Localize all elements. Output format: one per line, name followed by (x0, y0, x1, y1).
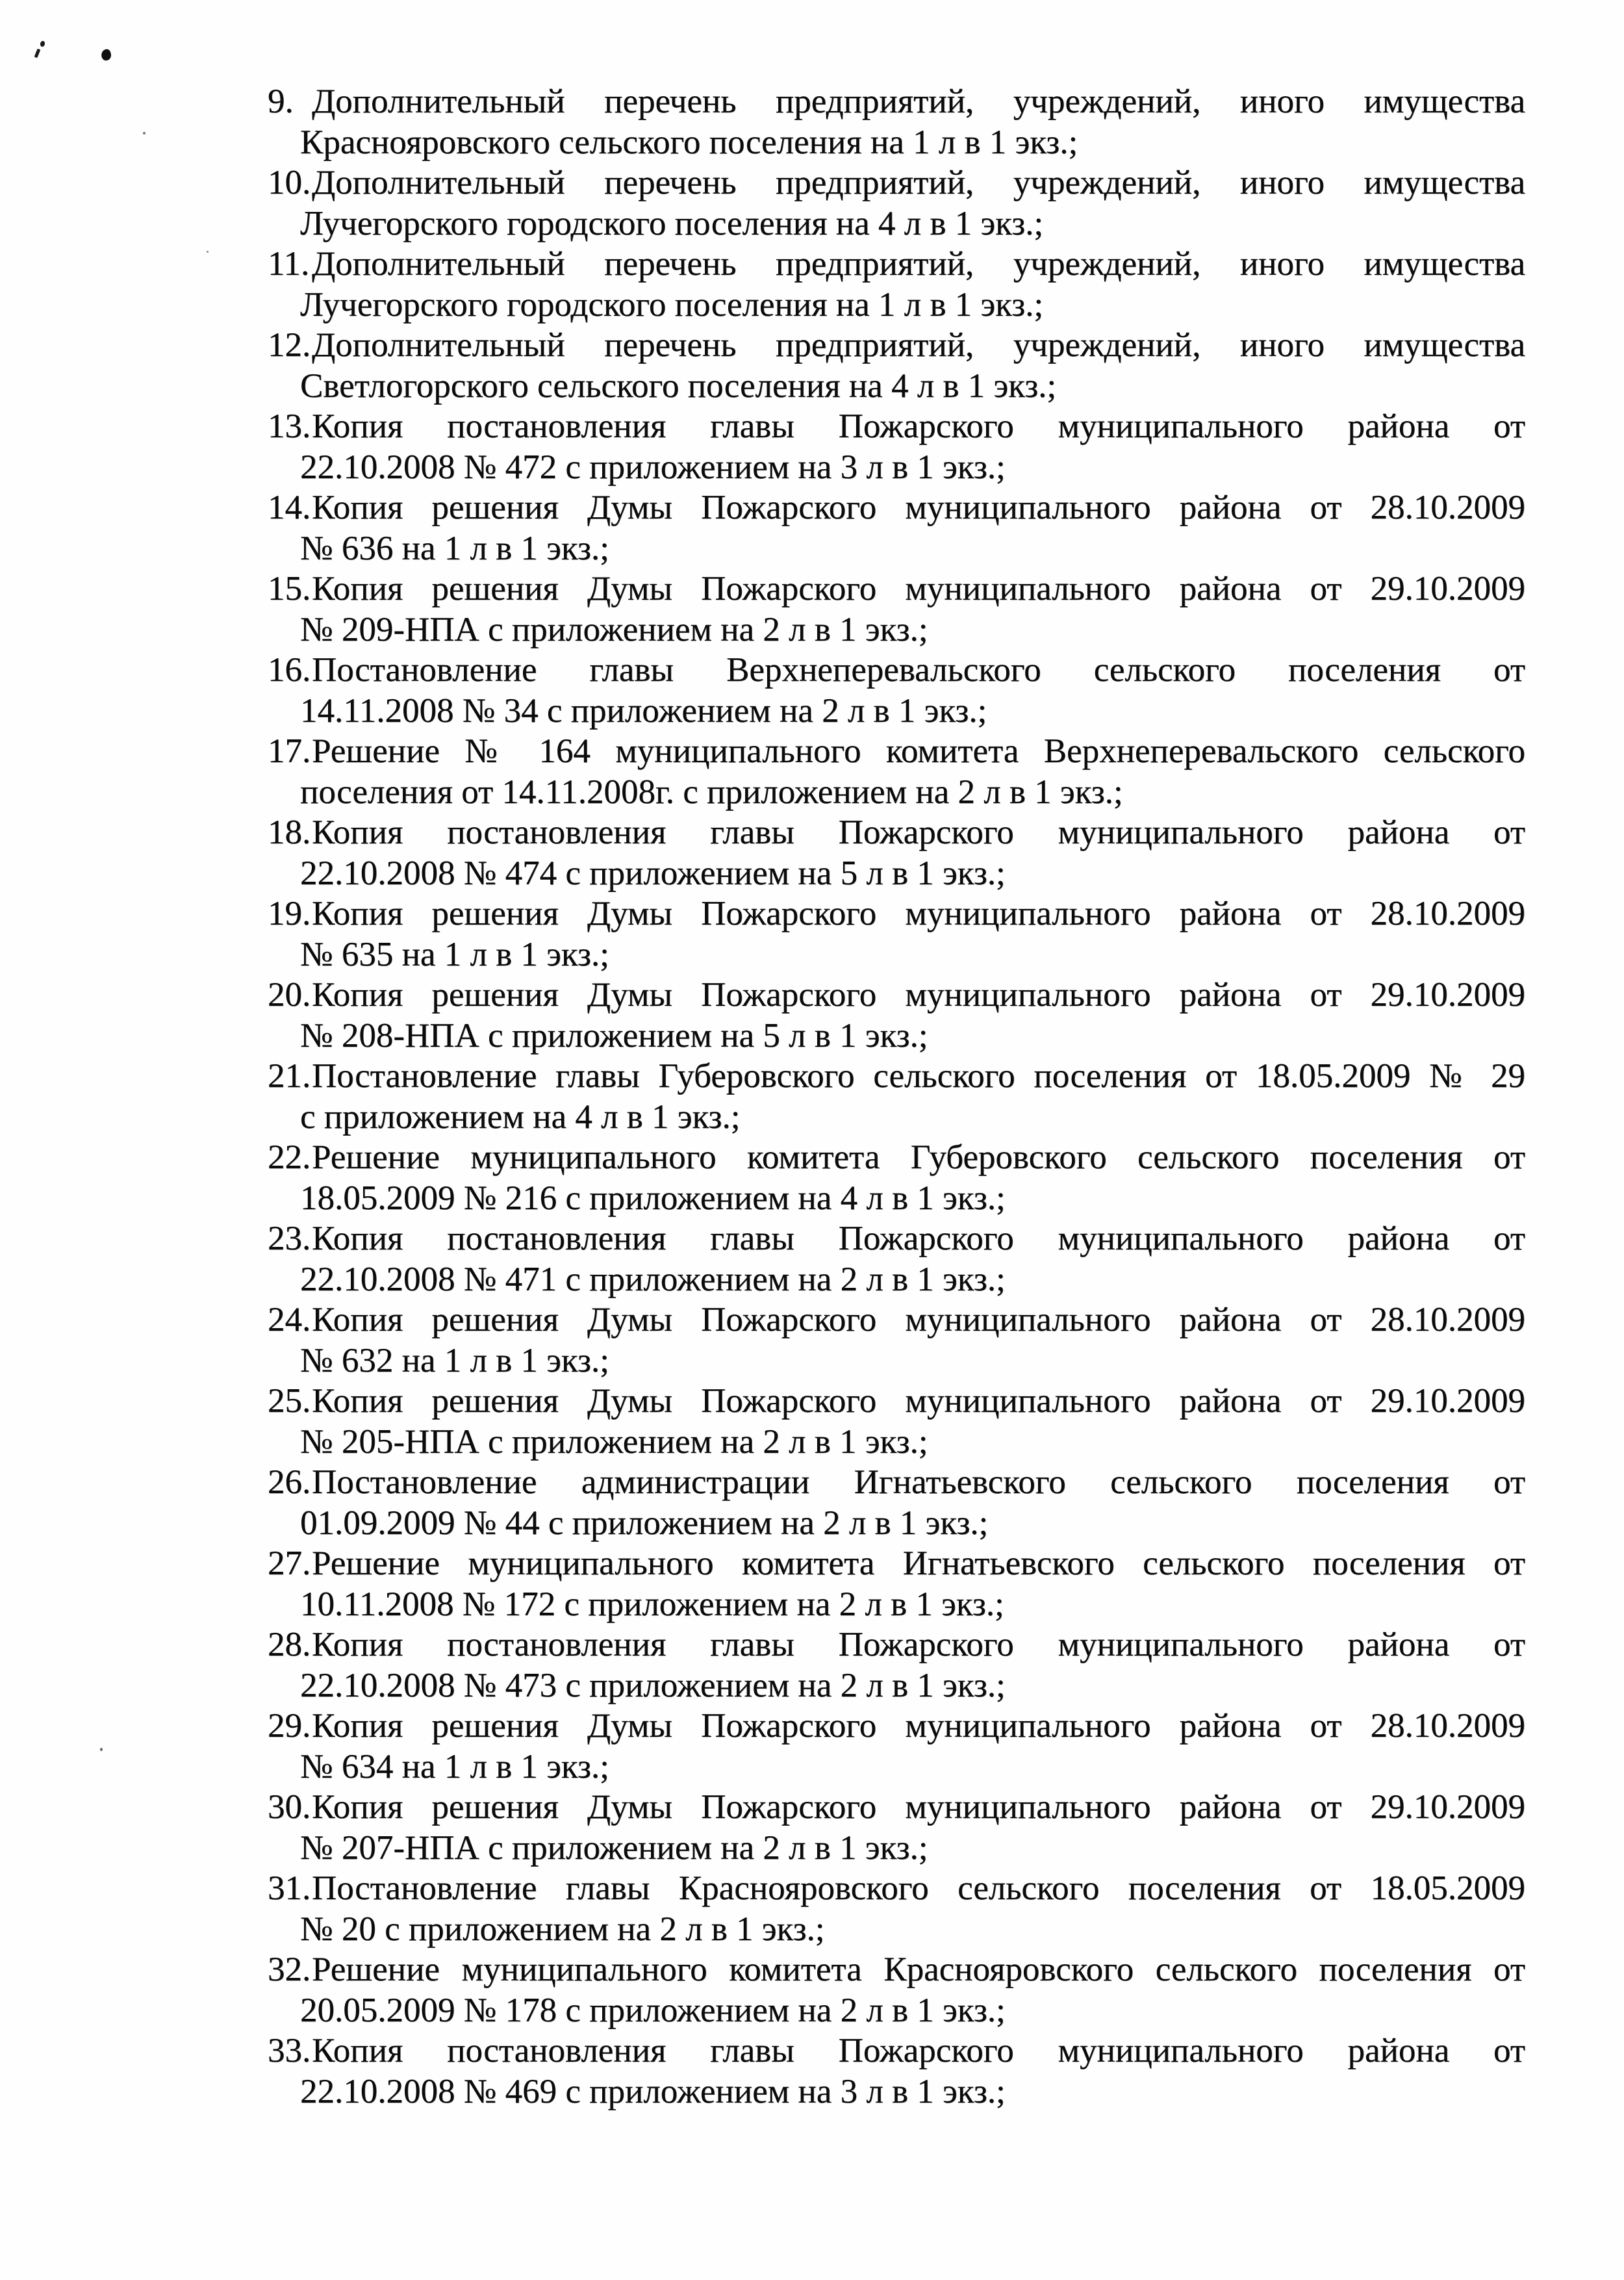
item-first-line (268, 975, 1525, 1016)
item-number: 9. (268, 83, 294, 120)
item-text-line-2: Краснояровского сельского поселения на 1 л в 1 экз.; (300, 123, 1078, 161)
list-item (268, 2030, 1525, 2112)
list-item (268, 569, 1525, 650)
list-item (268, 1056, 1525, 1137)
item-number: 24. (268, 1301, 311, 1339)
item-number: 13. (268, 407, 311, 445)
item-first-line (268, 406, 1525, 447)
item-number: 28. (268, 1626, 311, 1663)
list-item (268, 244, 1525, 325)
item-number: 17. (268, 732, 311, 770)
item-text-line-2: № 208-НПА с приложением на 5 л в 1 экз.; (300, 1016, 928, 1055)
item-first-line (268, 1462, 1525, 1503)
item-text-line-1: Решение муниципального комитета Краснояровского сельского поселения от (312, 1951, 1525, 1988)
item-first-line (268, 1706, 1525, 1747)
list-item (268, 1300, 1525, 1381)
item-first-line (268, 1624, 1525, 1665)
item-text-line-1: Копия решения Думы Пожарского муниципального района от 29.10.2009 (312, 1788, 1525, 1826)
item-number: 19. (268, 895, 311, 932)
item-text-line-2: № 636 на 1 л в 1 экз.; (300, 529, 609, 567)
item-text-line-1: Постановление администрации Игнатьевского сельского поселения от (312, 1463, 1525, 1501)
item-text-line-1: Копия решения Думы Пожарского муниципального района от 28.10.2009 (312, 489, 1525, 526)
item-number: 33. (268, 2032, 311, 2069)
item-number: 15. (268, 570, 311, 608)
item-number: 12. (268, 326, 311, 364)
item-text-line-1: Копия решения Думы Пожарского муниципального района от 28.10.2009 (312, 1707, 1525, 1745)
item-text-line-1: Копия решения Думы Пожарского муниципального района от 29.10.2009 (312, 1382, 1525, 1420)
item-first-line (268, 1787, 1525, 1828)
item-first-line (268, 1543, 1525, 1584)
list-item (268, 81, 1525, 162)
item-text-line-2: Лучегорского городского поселения на 1 л в 1 экз.; (300, 285, 1044, 324)
item-text-line-1: Дополнительный перечень предприятий, учреждений, иного имущества (312, 326, 1525, 364)
list-item (268, 1462, 1525, 1543)
item-first-line (268, 1949, 1525, 1990)
list-item (268, 731, 1525, 812)
item-text-line-2: 22.10.2008 № 471 с приложением на 2 л в 1 экз.; (300, 1260, 1006, 1298)
item-text-line-1: Копия решения Думы Пожарского муниципального района от 28.10.2009 (312, 895, 1525, 932)
list-item (268, 162, 1525, 244)
item-text-line-1: Копия решения Думы Пожарского муниципального района от 29.10.2009 (312, 976, 1525, 1014)
item-number: 32. (268, 1951, 311, 1988)
item-text-line-1: Решение № 164 муниципального комитета Верхнеперевальского сельского (312, 732, 1525, 770)
item-number: 31. (268, 1869, 311, 1907)
item-text-line-2: № 207-НПА с приложением на 2 л в 1 экз.; (300, 1828, 928, 1867)
item-first-line (268, 569, 1525, 609)
item-text-line-1: Копия постановления главы Пожарского муниципального района от (312, 2032, 1525, 2069)
item-text-line-1: Дополнительный перечень предприятий, учреждений, иного имущества (312, 164, 1525, 201)
item-first-line (268, 1300, 1525, 1340)
item-first-line (268, 81, 1525, 122)
item-text-line-2: 14.11.2008 № 34 с приложением на 2 л в 1 экз.; (300, 691, 987, 730)
item-text-line-2: 22.10.2008 № 473 с приложением на 2 л в 1 экз.; (300, 1666, 1006, 1704)
item-text-line-2: 10.11.2008 № 172 с приложением на 2 л в 1 экз.; (300, 1585, 1004, 1623)
item-text-line-2: 01.09.2009 № 44 с приложением на 2 л в 1 экз.; (300, 1504, 989, 1542)
item-first-line (268, 731, 1525, 772)
item-number: 27. (268, 1544, 311, 1582)
list-item (268, 1624, 1525, 1706)
list-item (268, 812, 1525, 893)
item-text-line-2: 22.10.2008 № 469 с приложением на 3 л в 1 экз.; (300, 2072, 1006, 2110)
item-first-line (268, 1218, 1525, 1259)
item-text-line-2: Лучегорского городского поселения на 4 л в 1 экз.; (300, 204, 1044, 242)
item-text-line-1: Решение муниципального комитета Губеровского сельского поселения от (312, 1138, 1525, 1176)
item-text-line-2: поселения от 14.11.2008г. с приложением на 2 л в 1 экз.; (300, 773, 1123, 811)
item-text-line-2: 22.10.2008 № 474 с приложением на 5 л в 1 экз.; (300, 854, 1006, 892)
list-item (268, 1381, 1525, 1462)
list-item (268, 325, 1525, 406)
item-number: 20. (268, 976, 311, 1014)
list-item (268, 1868, 1525, 1949)
item-number: 21. (268, 1057, 311, 1095)
item-number: 16. (268, 651, 311, 689)
item-first-line (268, 812, 1525, 853)
item-text-line-2: № 635 на 1 л в 1 экз.; (300, 935, 609, 973)
item-number: 14. (268, 489, 311, 526)
item-first-line (268, 1381, 1525, 1422)
item-text-line-1: Копия постановления главы Пожарского муниципального района от (312, 1626, 1525, 1663)
item-text-line-1: Постановление главы Верхнеперевальского сельского поселения от (312, 651, 1525, 689)
list-item (268, 1949, 1525, 2030)
item-first-line (268, 1056, 1525, 1097)
item-number: 10. (268, 164, 311, 201)
list-item (268, 1787, 1525, 1868)
item-text-line-1: Дополнительный перечень предприятий, учреждений, иного имущества (312, 245, 1525, 283)
item-text-line-1: Копия постановления главы Пожарского муниципального района от (312, 813, 1525, 851)
item-first-line (268, 162, 1525, 203)
item-first-line (268, 1868, 1525, 1909)
item-text-line-2: 18.05.2009 № 216 с приложением на 4 л в 1 экз.; (300, 1179, 1006, 1217)
list-item (268, 487, 1525, 569)
item-text-line-2: № 20 с приложением на 2 л в 1 экз.; (300, 1910, 825, 1948)
item-first-line (268, 244, 1525, 285)
item-first-line (268, 893, 1525, 934)
item-text-line-2: с приложением на 4 л в 1 экз.; (300, 1097, 741, 1136)
item-text-line-2: 20.05.2009 № 178 с приложением на 2 л в 1 экз.; (300, 1991, 1006, 2029)
item-text-line-1: Дополнительный перечень предприятий, учреждений, иного имущества (312, 83, 1525, 120)
list-item (268, 406, 1525, 487)
item-text-line-2: № 632 на 1 л в 1 экз.; (300, 1341, 609, 1379)
item-number: 25. (268, 1382, 311, 1420)
item-number: 18. (268, 813, 311, 851)
item-number: 11. (268, 245, 310, 283)
numbered-list (0, 81, 1525, 2112)
item-first-line (268, 2030, 1525, 2071)
item-number: 23. (268, 1220, 311, 1257)
item-text-line-2: № 205-НПА с приложением на 2 л в 1 экз.; (300, 1422, 928, 1461)
item-text-line-2: Светлогорского сельского поселения на 4 л в 1 экз.; (300, 366, 1057, 405)
item-text-line-2: № 209-НПА с приложением на 2 л в 1 экз.; (300, 610, 928, 648)
item-text-line-2: № 634 на 1 л в 1 экз.; (300, 1747, 609, 1786)
list-item (268, 893, 1525, 975)
item-text-line-1: Решение муниципального комитета Игнатьевского сельского поселения от (312, 1544, 1525, 1582)
item-first-line (268, 325, 1525, 366)
item-text-line-1: Копия решения Думы Пожарского муниципального района от 29.10.2009 (312, 570, 1525, 608)
item-text-line-1: Копия решения Думы Пожарского муниципального района от 28.10.2009 (312, 1301, 1525, 1339)
item-text-line-1: Копия постановления главы Пожарского муниципального района от (312, 407, 1525, 445)
item-text-line-1: Постановление главы Губеровского сельского поселения от 18.05.2009 № 29 (312, 1057, 1525, 1095)
item-number: 30. (268, 1788, 311, 1826)
item-number: 29. (268, 1707, 311, 1745)
item-text-line-1: Копия постановления главы Пожарского муниципального района от (312, 1220, 1525, 1257)
item-first-line (268, 650, 1525, 691)
list-item (268, 1218, 1525, 1300)
item-number: 26. (268, 1463, 311, 1501)
item-text-line-2: 22.10.2008 № 472 с приложением на 3 л в 1 экз.; (300, 448, 1006, 486)
list-item (268, 650, 1525, 731)
item-first-line (268, 1137, 1525, 1178)
item-first-line (268, 487, 1525, 528)
list-item (268, 1543, 1525, 1624)
list-item (268, 1137, 1525, 1218)
list-item (268, 1706, 1525, 1787)
item-number: 22. (268, 1138, 311, 1176)
item-text-line-1: Постановление главы Краснояровского сельского поселения от 18.05.2009 (312, 1869, 1525, 1907)
list-item (268, 975, 1525, 1056)
